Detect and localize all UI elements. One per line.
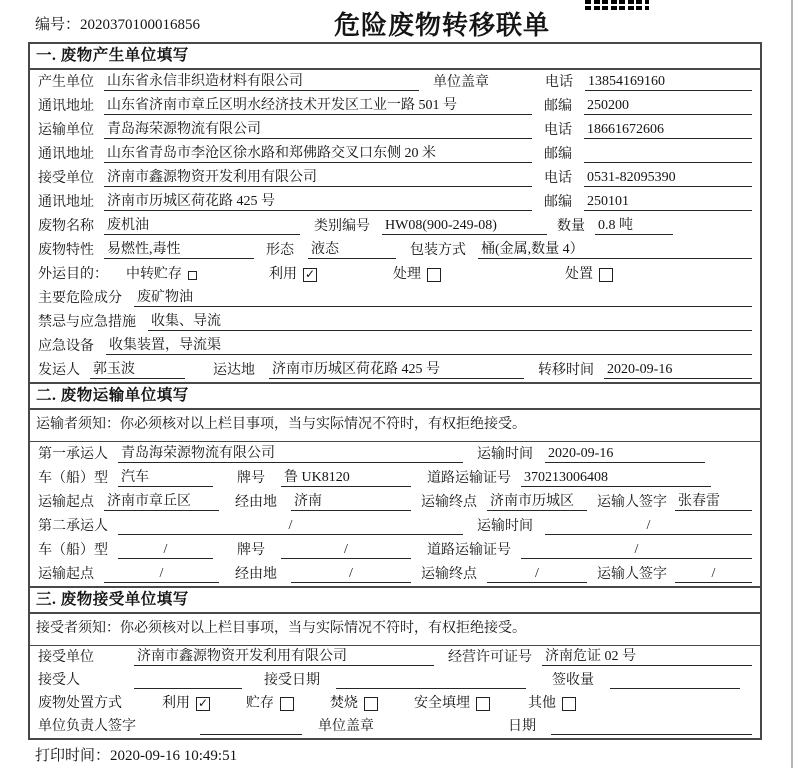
receiver-row — [30, 166, 760, 190]
producer-address-value: 山东省济南市章丘区明水经济技术开发区工业一路 501 号 — [104, 97, 532, 115]
scan-page-edge — [791, 0, 793, 768]
sign-date-value — [551, 718, 752, 735]
second-carrier-value: / — [118, 517, 463, 535]
disposal-reuse-checkbox: ✓ — [197, 696, 209, 710]
section1-header: 一. 废物产生单位填写 — [30, 44, 760, 70]
purpose-reuse-checkbox: ✓ — [304, 267, 316, 281]
disposal-landfill-checkbox — [476, 697, 490, 711]
vehicle1-type-label: 车（船）型 — [38, 471, 108, 486]
producer-zip-label: 邮编 — [544, 99, 572, 114]
signed-qty-value — [610, 672, 740, 689]
document-number — [35, 13, 200, 34]
manifest-form — [28, 42, 762, 740]
main-hazard-label: 主要危险成分 — [38, 291, 122, 306]
disposal-burn-checkbox — [364, 697, 378, 711]
destination-label: 运达地 — [213, 363, 255, 378]
route1-end-value: 济南市历城区 — [487, 493, 587, 511]
first-carrier-value: 青岛海荣源物流有限公司 — [118, 445, 463, 463]
vehicle1-type-value: 汽车 — [118, 469, 213, 487]
producer-phone-label: 电话 — [545, 75, 573, 90]
main-hazard-row — [30, 286, 760, 310]
transporter-zip-label: 邮编 — [544, 147, 572, 162]
plate2-value: / — [281, 541, 411, 559]
signed-qty-label: 签收量 — [552, 673, 594, 688]
purpose-option-storage-label: 中转贮存 — [126, 267, 182, 282]
receiver-phone-value: 0531-82095390 — [584, 169, 752, 187]
qr-code-fragment — [585, 0, 649, 10]
route1-origin-label: 运输起点 — [38, 495, 94, 510]
route2-end-label: 运输终点 — [421, 567, 477, 582]
receiver-notice: 接受者须知：你必须核对以上栏目事项，当与实际情况不符时，有权拒绝接受。 — [30, 614, 760, 646]
disposal-store-label: 贮存 — [246, 696, 274, 711]
acceptor-row — [30, 669, 760, 692]
accept-unit-value: 济南市鑫源物资开发利用有限公司 — [134, 648, 434, 666]
producer-value: 山东省永信非织造材料有限公司 — [104, 73, 419, 91]
producer-zip-value: 250200 — [584, 97, 752, 115]
plate1-value: 鲁 UK8120 — [281, 469, 411, 487]
route1-origin-value: 济南市章丘区 — [104, 493, 219, 511]
second-carrier-row — [30, 514, 760, 538]
page-title: 危险废物转移联单 — [334, 11, 551, 40]
responsible-sign-row — [30, 715, 760, 738]
destination-value: 济南市历城区荷花路 425 号 — [269, 361, 524, 379]
accept-unit-label: 接受单位 — [38, 650, 94, 665]
second-carrier-label: 第二承运人 — [38, 519, 108, 534]
acceptor-label: 接受人 — [38, 673, 80, 688]
disposal-row — [30, 692, 760, 715]
section2-header: 二. 废物运输单位填写 — [30, 382, 760, 410]
emergency-measures-label: 禁忌与应急措施 — [38, 315, 136, 330]
waste-name-row — [30, 214, 760, 238]
first-carrier-label: 第一承运人 — [38, 447, 108, 462]
transport-time2-value: / — [545, 517, 752, 535]
print-time-label: 打印时间： — [35, 748, 111, 764]
accept-unit-row — [30, 646, 760, 669]
transfer-time-label: 转移时间 — [538, 363, 594, 378]
route2-end-value: / — [487, 565, 587, 583]
waste-code-value: HW08(900-249-08) — [382, 217, 547, 235]
waste-form-value: 液态 — [308, 241, 396, 259]
document-number-label: 编号： — [35, 17, 81, 33]
transporter-value: 青岛海荣源物流有限公司 — [104, 121, 532, 139]
route1-end-label: 运输终点 — [421, 495, 477, 510]
accept-date-value — [336, 672, 526, 689]
disposal-other-checkbox — [562, 697, 576, 711]
producer-phone-value: 13854169160 — [585, 73, 752, 91]
producer-address-row — [30, 94, 760, 118]
vehicle2-type-value: / — [118, 541, 213, 559]
receiver-phone-label: 电话 — [544, 171, 572, 186]
packing-value: 桶(金属,数量 4） — [478, 241, 752, 259]
receiver-address-row — [30, 190, 760, 214]
responsible-sign-value — [200, 718, 302, 735]
disposal-other-label: 其他 — [528, 696, 556, 711]
producer-address-label: 通讯地址 — [38, 99, 94, 114]
purpose-label: 外运目的： — [38, 267, 108, 282]
dispatcher-value: 郭玉波 — [90, 361, 185, 379]
transport-time-label: 运输时间 — [477, 447, 533, 462]
license-label: 经营许可证号 — [448, 650, 532, 665]
waste-qty-label: 数量 — [557, 219, 585, 234]
emergency-measures-row — [30, 310, 760, 334]
disposal-store-checkbox — [280, 697, 294, 711]
transporter-phone-value: 18661672606 — [584, 121, 752, 139]
transporter-address-value: 山东省青岛市李沧区徐水路和郑佛路交叉口东侧 20 米 — [104, 145, 532, 163]
transfer-time-value: 2020-09-16 — [604, 361, 752, 379]
emergency-equipment-label: 应急设备 — [38, 339, 94, 354]
purpose-option-reuse-label: 利用 — [269, 267, 297, 282]
route1-via-value: 济南 — [291, 493, 411, 511]
route2-origin-value: / — [104, 565, 219, 583]
route2-via-value: / — [291, 565, 411, 583]
producer-label: 产生单位 — [38, 75, 94, 90]
waste-qty-value: 0.8 吨 — [595, 217, 673, 235]
sign-date-label: 日期 — [508, 719, 536, 734]
waste-traits-value: 易燃性,毒性 — [104, 241, 254, 259]
responsible-sign-label: 单位负责人签字 — [38, 719, 136, 734]
first-carrier-row — [30, 442, 760, 466]
transporter-label: 运输单位 — [38, 123, 94, 138]
transporter-phone-label: 电话 — [544, 123, 572, 138]
waste-code-label: 类别编号 — [314, 219, 370, 234]
transporter-address-label: 通讯地址 — [38, 147, 94, 162]
vehicle2-row — [30, 538, 760, 562]
unit-seal-label: 单位盖章 — [433, 75, 489, 90]
transport-time-value: 2020-09-16 — [545, 445, 705, 463]
disposal-reuse-label: 利用 — [162, 696, 190, 711]
accept-date-label: 接受日期 — [264, 673, 320, 688]
license-value: 济南危证 02 号 — [542, 648, 752, 666]
transport-time2-label: 运输时间 — [477, 519, 533, 534]
route2-origin-label: 运输起点 — [38, 567, 94, 582]
waste-traits-row — [30, 238, 760, 262]
emergency-equipment-row — [30, 334, 760, 358]
dispatcher-label: 发运人 — [38, 363, 80, 378]
disposal-burn-label: 焚烧 — [330, 696, 358, 711]
route1-row — [30, 490, 760, 514]
route2-via-label: 经由地 — [235, 567, 277, 582]
route2-sign-value: / — [675, 565, 752, 583]
plate1-label: 牌号 — [237, 471, 265, 486]
emergency-equipment-value: 收集装置，导流渠 — [106, 337, 752, 355]
producer-row — [30, 70, 760, 94]
receiver-label: 接受单位 — [38, 171, 94, 186]
unit-seal2-label: 单位盖章 — [318, 719, 374, 734]
waste-name-value: 废机油 — [104, 217, 300, 235]
disposal-landfill-label: 安全填埋 — [414, 696, 470, 711]
waste-form-label: 形态 — [266, 243, 294, 258]
route2-row — [30, 562, 760, 586]
receiver-address-value: 济南市历城区荷花路 425 号 — [104, 193, 532, 211]
receiver-zip-value: 250101 — [584, 193, 752, 211]
route2-sign-label: 运输人签字 — [597, 567, 667, 582]
emergency-measures-value: 收集、导流 — [148, 313, 752, 331]
receiver-zip-label: 邮编 — [544, 195, 572, 210]
transporter-notice: 运输者须知：你必须核对以上栏目事项，当与实际情况不符时，有权拒绝接受。 — [30, 410, 760, 442]
transporter-address-row — [30, 142, 760, 166]
route1-sign-value: 张春雷 — [675, 493, 752, 511]
section3-header: 三. 废物接受单位填写 — [30, 586, 760, 614]
route1-sign-label: 运输人签字 — [597, 495, 667, 510]
route1-via-label: 经由地 — [235, 495, 277, 510]
purpose-storage-checkbox — [188, 271, 197, 280]
transporter-zip-value — [584, 146, 752, 163]
receiver-value: 济南市鑫源物资开发利用有限公司 — [104, 169, 532, 187]
road-permit1-value: 370213006408 — [521, 469, 711, 487]
purpose-treat-checkbox — [427, 268, 441, 282]
print-time-value: 2020-09-16 10:49:51 — [110, 748, 238, 764]
acceptor-value — [134, 672, 242, 689]
main-hazard-value: 废矿物油 — [134, 289, 752, 307]
purpose-option-dispose-label: 处置 — [565, 267, 593, 282]
road-permit2-value: / — [521, 541, 752, 559]
vehicle2-type-label: 车（船）型 — [38, 543, 108, 558]
document-number-value: 2020370100016856 — [80, 17, 201, 33]
receiver-address-label: 通讯地址 — [38, 195, 94, 210]
purpose-row — [30, 262, 760, 286]
plate2-label: 牌号 — [237, 543, 265, 558]
road-permit1-label: 道路运输证号 — [427, 471, 511, 486]
packing-label: 包装方式 — [410, 243, 466, 258]
dispatch-row — [30, 358, 760, 382]
waste-traits-label: 废物特性 — [38, 243, 94, 258]
transporter-row — [30, 118, 760, 142]
print-time — [35, 744, 237, 765]
disposal-label: 废物处置方式 — [38, 696, 122, 711]
vehicle1-row — [30, 466, 760, 490]
waste-name-label: 废物名称 — [38, 219, 94, 234]
road-permit2-label: 道路运输证号 — [427, 543, 511, 558]
purpose-dispose-checkbox — [599, 268, 613, 282]
purpose-option-treat-label: 处理 — [393, 267, 421, 282]
